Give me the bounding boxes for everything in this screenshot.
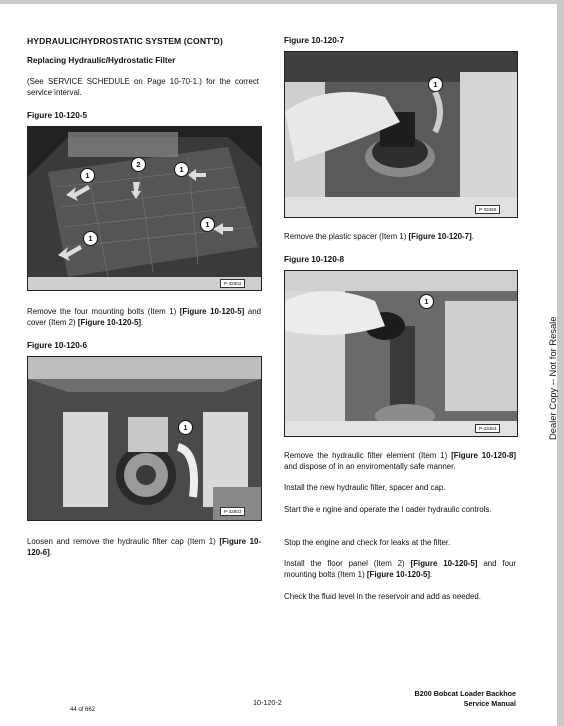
section-title: HYDRAULIC/HYDROSTATIC SYSTEM (CONT'D): [27, 36, 223, 46]
step-start-engine: Start the e ngine and operate the l oader hydraulic controls.: [284, 505, 492, 514]
step-remove-element: Remove the hydraulic filter element (Item 1) [Figure 10-120-8] and dispose of in an enviromentally safe manner.: [284, 451, 516, 471]
photo-reference: P-32803: [220, 507, 245, 516]
right-scrollbar-edge: [557, 0, 564, 726]
figure-10-120-5-photo: [27, 126, 262, 291]
figure-10-120-7-photo: [284, 51, 518, 218]
figure-caption-7: Figure 10-120-7: [284, 36, 345, 45]
dealer-copy-watermark: Dealer Copy -- Not for Resale: [547, 316, 558, 440]
callout-1: 1: [419, 294, 434, 309]
photo-reference: P-33455: [475, 205, 500, 214]
step-install-filter: Install the new hydraulic filter, spacer and cap.: [284, 483, 446, 492]
step-remove-bolts: Remove the four mounting bolts (Item 1) [Figure 10-120-5] and cover (Item 2) [Figure 10-120-5].: [27, 307, 261, 327]
callout-1: 1: [178, 420, 193, 435]
photo-reference: P-32802: [220, 279, 245, 288]
callout-1: 1: [80, 168, 95, 183]
step-check-fluid: Check the fluid level in the reservoir and add as needed.: [284, 592, 481, 601]
figure-caption-8: Figure 10-120-8: [284, 255, 345, 264]
section-subtitle: Replacing Hydraulic/Hydrostatic Filter: [27, 56, 176, 65]
callout-1: 1: [428, 77, 443, 92]
callout-2: 2: [131, 157, 146, 172]
figure-caption-6: Figure 10-120-6: [27, 341, 88, 350]
step-remove-spacer: Remove the plastic spacer (Item 1) [Figure 10-120-7].: [284, 232, 474, 241]
page-count: 44 of 662: [70, 707, 96, 713]
step-remove-cap: Loosen and remove the hydraulic filter cap (Item 1) [Figure 10-120-6].: [27, 537, 261, 557]
manual-subtitle: Service Manual: [463, 699, 516, 708]
callout-1: 1: [200, 217, 215, 232]
manual-title: B200 Bobcat Loader Backhoe: [414, 689, 516, 698]
page-number: 10-120-2: [253, 698, 282, 707]
step-check-leaks: Stop the engine and check for leaks at the filter.: [284, 538, 451, 547]
callout-1: 1: [174, 162, 189, 177]
figure-10-120-6-photo: [27, 356, 262, 521]
top-border: [0, 0, 564, 4]
intro-text: (See SERVICE SCHEDULE on Page 10-70-1.) for the correct service interval.: [27, 77, 259, 97]
photo-reference: P-33454: [475, 424, 500, 433]
figure-10-120-8-photo: [284, 270, 518, 437]
step-install-floor-panel: Install the floor panel (Item 2) [Figure 10-120-5] and four mounting bolts (Item 1) [Figure 10-120-5].: [284, 559, 516, 579]
callout-1: 1: [83, 231, 98, 246]
figure-caption-5: Figure 10-120-5: [27, 111, 88, 120]
